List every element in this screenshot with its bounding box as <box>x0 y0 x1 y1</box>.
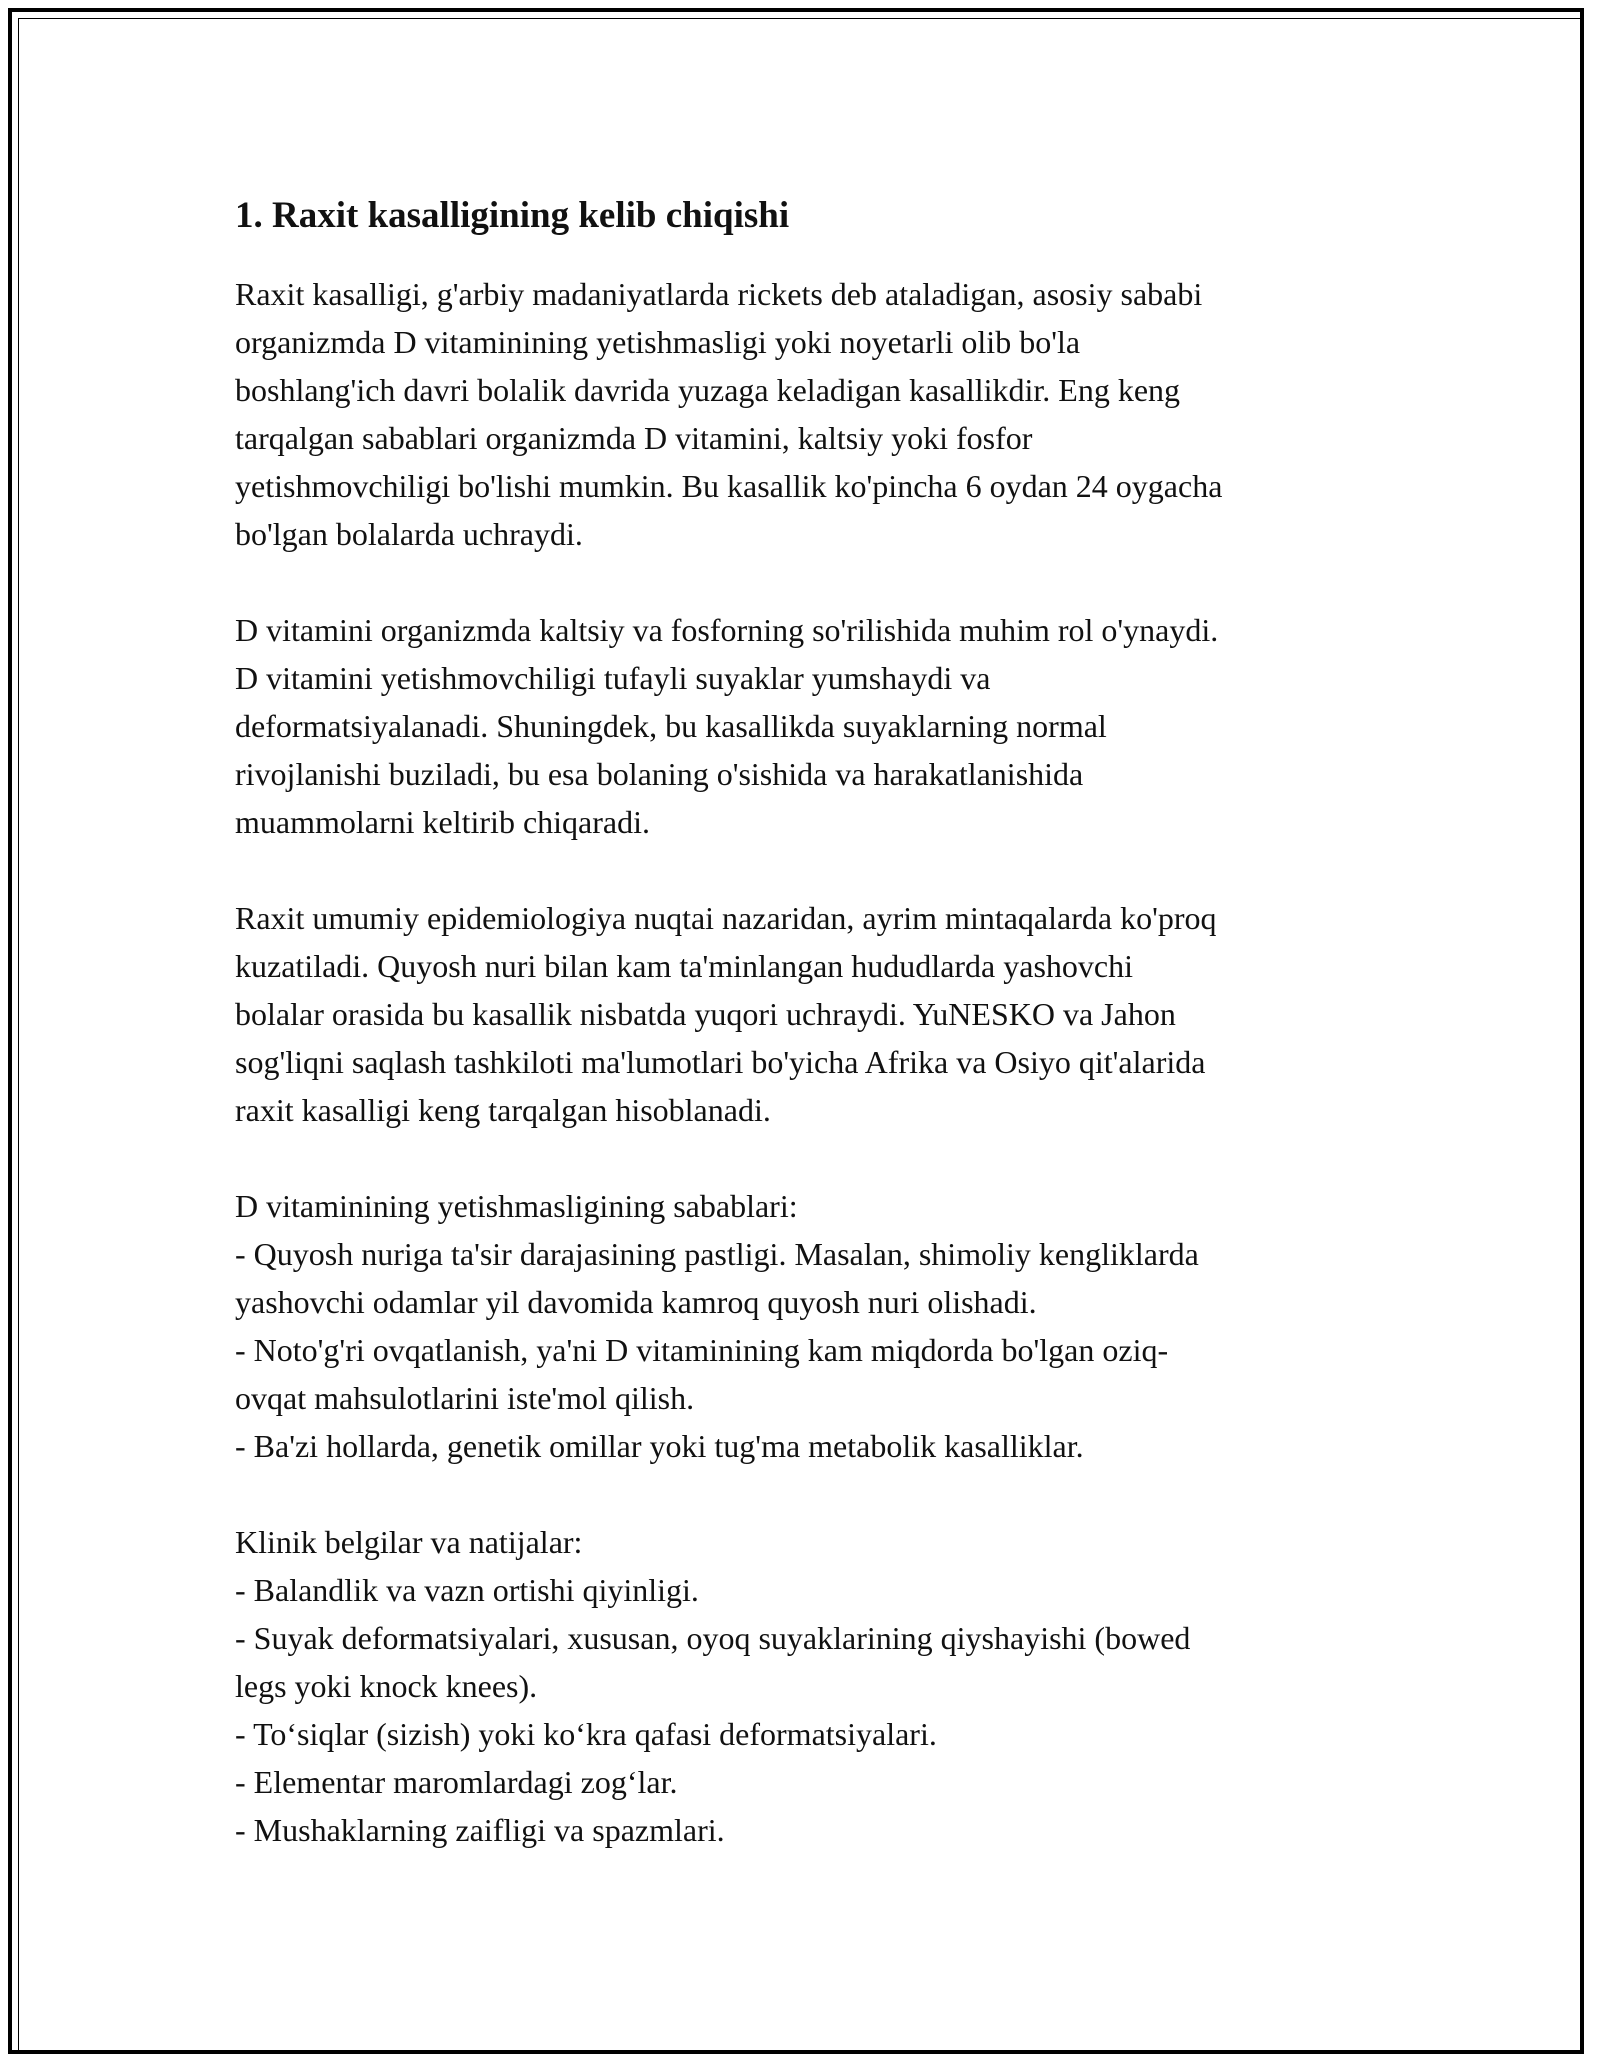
paragraph-introduction <box>235 270 1385 558</box>
list-item: - Noto'g'ri ovqatlanish, ya'ni D vitaminining kam miqdorda bo'lgan oziq- <box>235 1332 1169 1368</box>
list-item: - Mushaklarning zaifligi va spazmlari. <box>235 1812 725 1848</box>
paragraph-epidemiology <box>235 894 1385 1134</box>
text-line: yetishmovchiligi bo'lishi mumkin. Bu kasallik ko'pincha 6 oydan 24 oygacha <box>235 468 1223 504</box>
paragraph-clinical-signs-list <box>235 1518 1385 1854</box>
text-line: legs yoki knock knees). <box>235 1668 538 1704</box>
text-line: bo'lgan bolalarda uchraydi. <box>235 516 583 552</box>
text-line: ovqat mahsulotlarini iste'mol qilish. <box>235 1380 695 1416</box>
document-body <box>235 180 1385 1902</box>
text-line: Raxit umumiy epidemiologiya nuqtai nazaridan, ayrim mintaqalarda ko'proq <box>235 900 1217 936</box>
text-line: Raxit kasalligi, g'arbiy madaniyatlarda rickets deb ataladigan, asosiy sababi <box>235 276 1203 312</box>
text-line: D vitamini organizmda kaltsiy va fosforning so'rilishida muhim rol o'ynaydi. <box>235 612 1219 648</box>
text-line: rivojlanishi buziladi, bu esa bolaning o'sishida va harakatlanishida <box>235 756 1084 792</box>
list-item: - Balandlik va vazn ortishi qiyinligi. <box>235 1572 699 1608</box>
list-item: - Elementar maromlardagi zog‘lar. <box>235 1764 678 1800</box>
text-line: organizmda D vitaminining yetishmasligi yoki noyetarli olib bo'la <box>235 324 1081 360</box>
paragraph-causes-list <box>235 1182 1385 1470</box>
text-line: yashovchi odamlar yil davomida kamroq quyosh nuri olishadi. <box>235 1284 1037 1320</box>
section-heading: 1. Raxit kasalligining kelib chiqishi <box>235 195 790 236</box>
text-line: boshlang'ich davri bolalik davrida yuzaga keladigan kasallikdir. Eng keng <box>235 372 1181 408</box>
text-line: deformatsiyalanadi. Shuningdek, bu kasallikda suyaklarning normal <box>235 708 1107 744</box>
list-item: - Quyosh nuriga ta'sir darajasining pastligi. Masalan, shimoliy kengliklarda <box>235 1236 1199 1272</box>
text-line: D vitaminining yetishmasligining sabablari: <box>235 1188 798 1224</box>
text-line: D vitamini yetishmovchiligi tufayli suyaklar yumshaydi va <box>235 660 991 696</box>
list-item: - Ba'zi hollarda, genetik omillar yoki tug'ma metabolik kasalliklar. <box>235 1428 1084 1464</box>
text-line: tarqalgan sabablari organizmda D vitamini, kaltsiy yoki fosfor <box>235 420 1033 456</box>
text-line: kuzatiladi. Quyosh nuri bilan kam ta'minlangan hududlarda yashovchi <box>235 948 1133 984</box>
text-line: raxit kasalligi keng tarqalgan hisoblanadi. <box>235 1092 771 1128</box>
text-line: bolalar orasida bu kasallik nisbatda yuqori uchraydi. YuNESKO va Jahon <box>235 996 1176 1032</box>
list-item: - To‘siqlar (sizish) yoki ko‘kra qafasi deformatsiyalari. <box>235 1716 937 1752</box>
text-line: sog'liqni saqlash tashkiloti ma'lumotlari bo'yicha Afrika va Osiyo qit'alarida <box>235 1044 1206 1080</box>
paragraph-vitamin-d-role <box>235 606 1385 846</box>
text-line: Klinik belgilar va natijalar: <box>235 1524 583 1560</box>
list-item: - Suyak deformatsiyalari, xususan, oyoq suyaklarining qiyshayishi (bowed <box>235 1620 1191 1656</box>
text-line: muammolarni keltirib chiqaradi. <box>235 804 650 840</box>
